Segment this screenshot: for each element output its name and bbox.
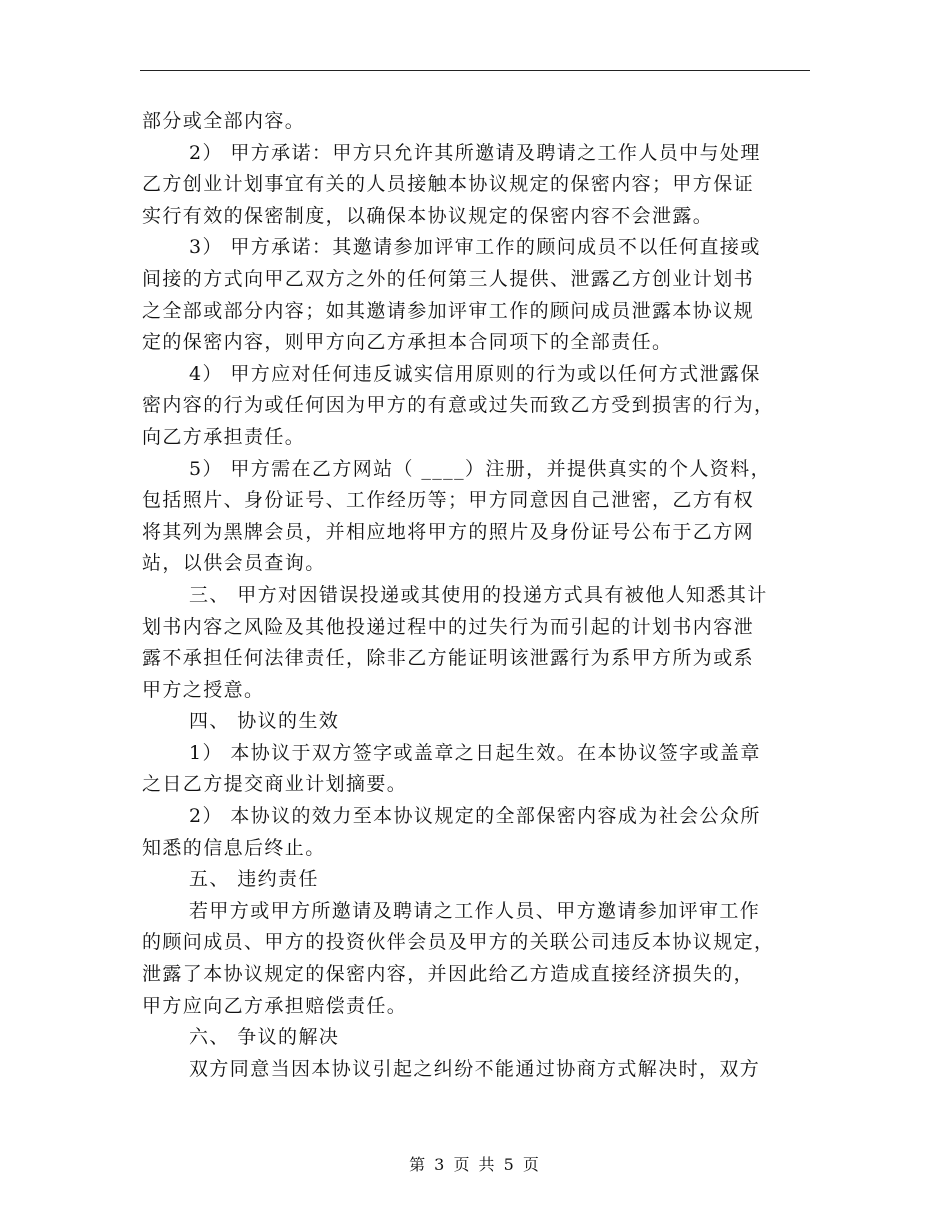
text-line: 之日乙方提交商业计划摘要。 [142,773,408,796]
text-line: 甲方应向乙方承担赔偿责任。 [142,994,408,1017]
text-line: 部分或全部内容。 [142,110,306,132]
text-line: 露不承担任何法律责任，除非乙方能证明该泄露行为系甲方所为或系 [142,647,755,670]
text-line: 1） 本协议于双方签字或盖章之日起生效。在本协议签字或盖章 [189,741,761,764]
text-line: 3） 甲方承诺：其邀请参加评审工作的顾问成员不以任何直接或 [189,236,761,259]
text-line: 乙方创业计划事宜有关的人员接触本协议规定的保密内容；甲方保证 [142,173,755,196]
text-line: 的顾问成员、甲方的投资伙伴会员及甲方的关联公司违反本协议规定， [142,931,775,954]
text-line: 2） 甲方承诺：甲方只允许其所邀请及聘请之工作人员中与处理 [189,141,761,164]
text-line: 泄露了本协议规定的保密内容，并因此给乙方造成直接经济损失的， [142,963,755,986]
text-line: 若甲方或甲方所邀请及聘请之工作人员、甲方邀请参加评审工作 [189,899,761,922]
text-line: 双方同意当因本协议引起之纠纷不能通过协商方式解决时，双方 [189,1057,761,1080]
section-heading: 四、 协议的生效 [189,710,340,733]
section-heading: 五、 违约责任 [189,868,319,891]
text-line: 5） 甲方需在乙方网站（ ____）注册，并提供真实的个人资料， [189,457,771,480]
section-heading: 三、 甲方对因错误投递或其使用的投递方式具有被他人知悉其计 [189,583,768,606]
text-line: 包括照片、身份证号、工作经历等；甲方同意因自己泄密，乙方有权 [142,489,755,512]
text-line: 实行有效的保密制度，以确保本协议规定的保密内容不会泄露。 [142,204,714,227]
text-line: 向乙方承担责任。 [142,425,306,448]
text-line: 定的保密内容，则甲方向乙方承担本合同项下的全部责任。 [142,331,673,354]
text-line: 2） 本协议的效力至本协议规定的全部保密内容成为社会公众所 [189,805,761,828]
document-body [142,106,810,1085]
section-heading: 六、 争议的解决 [189,1026,340,1049]
text-line: 划书内容之风险及其他投递过程中的过失行为而引起的计划书内容泄 [142,615,755,638]
text-line: 4） 甲方应对任何违反诚实信用原则的行为或以任何方式泄露保 [189,362,761,385]
text-line: 知悉的信息后终止。 [142,836,326,859]
text-line: 间接的方式向甲乙双方之外的任何第三人提供、泄露乙方创业计划书 [142,267,755,290]
text-line: 密内容的行为或任何因为甲方的有意或过失而致乙方受到损害的行为， [142,394,775,417]
page-number: 第 3 页 共 5 页 [409,1155,541,1174]
text-line: 站，以供会员查询。 [142,552,326,575]
text-line: 甲方之授意。 [142,678,265,701]
text-line: 之全部或部分内容；如其邀请参加评审工作的顾问成员泄露本协议规 [142,299,755,322]
text-line: 将其列为黑牌会员，并相应地将甲方的照片及身份证号公布于乙方网 [142,520,755,543]
header-rule [140,70,810,71]
